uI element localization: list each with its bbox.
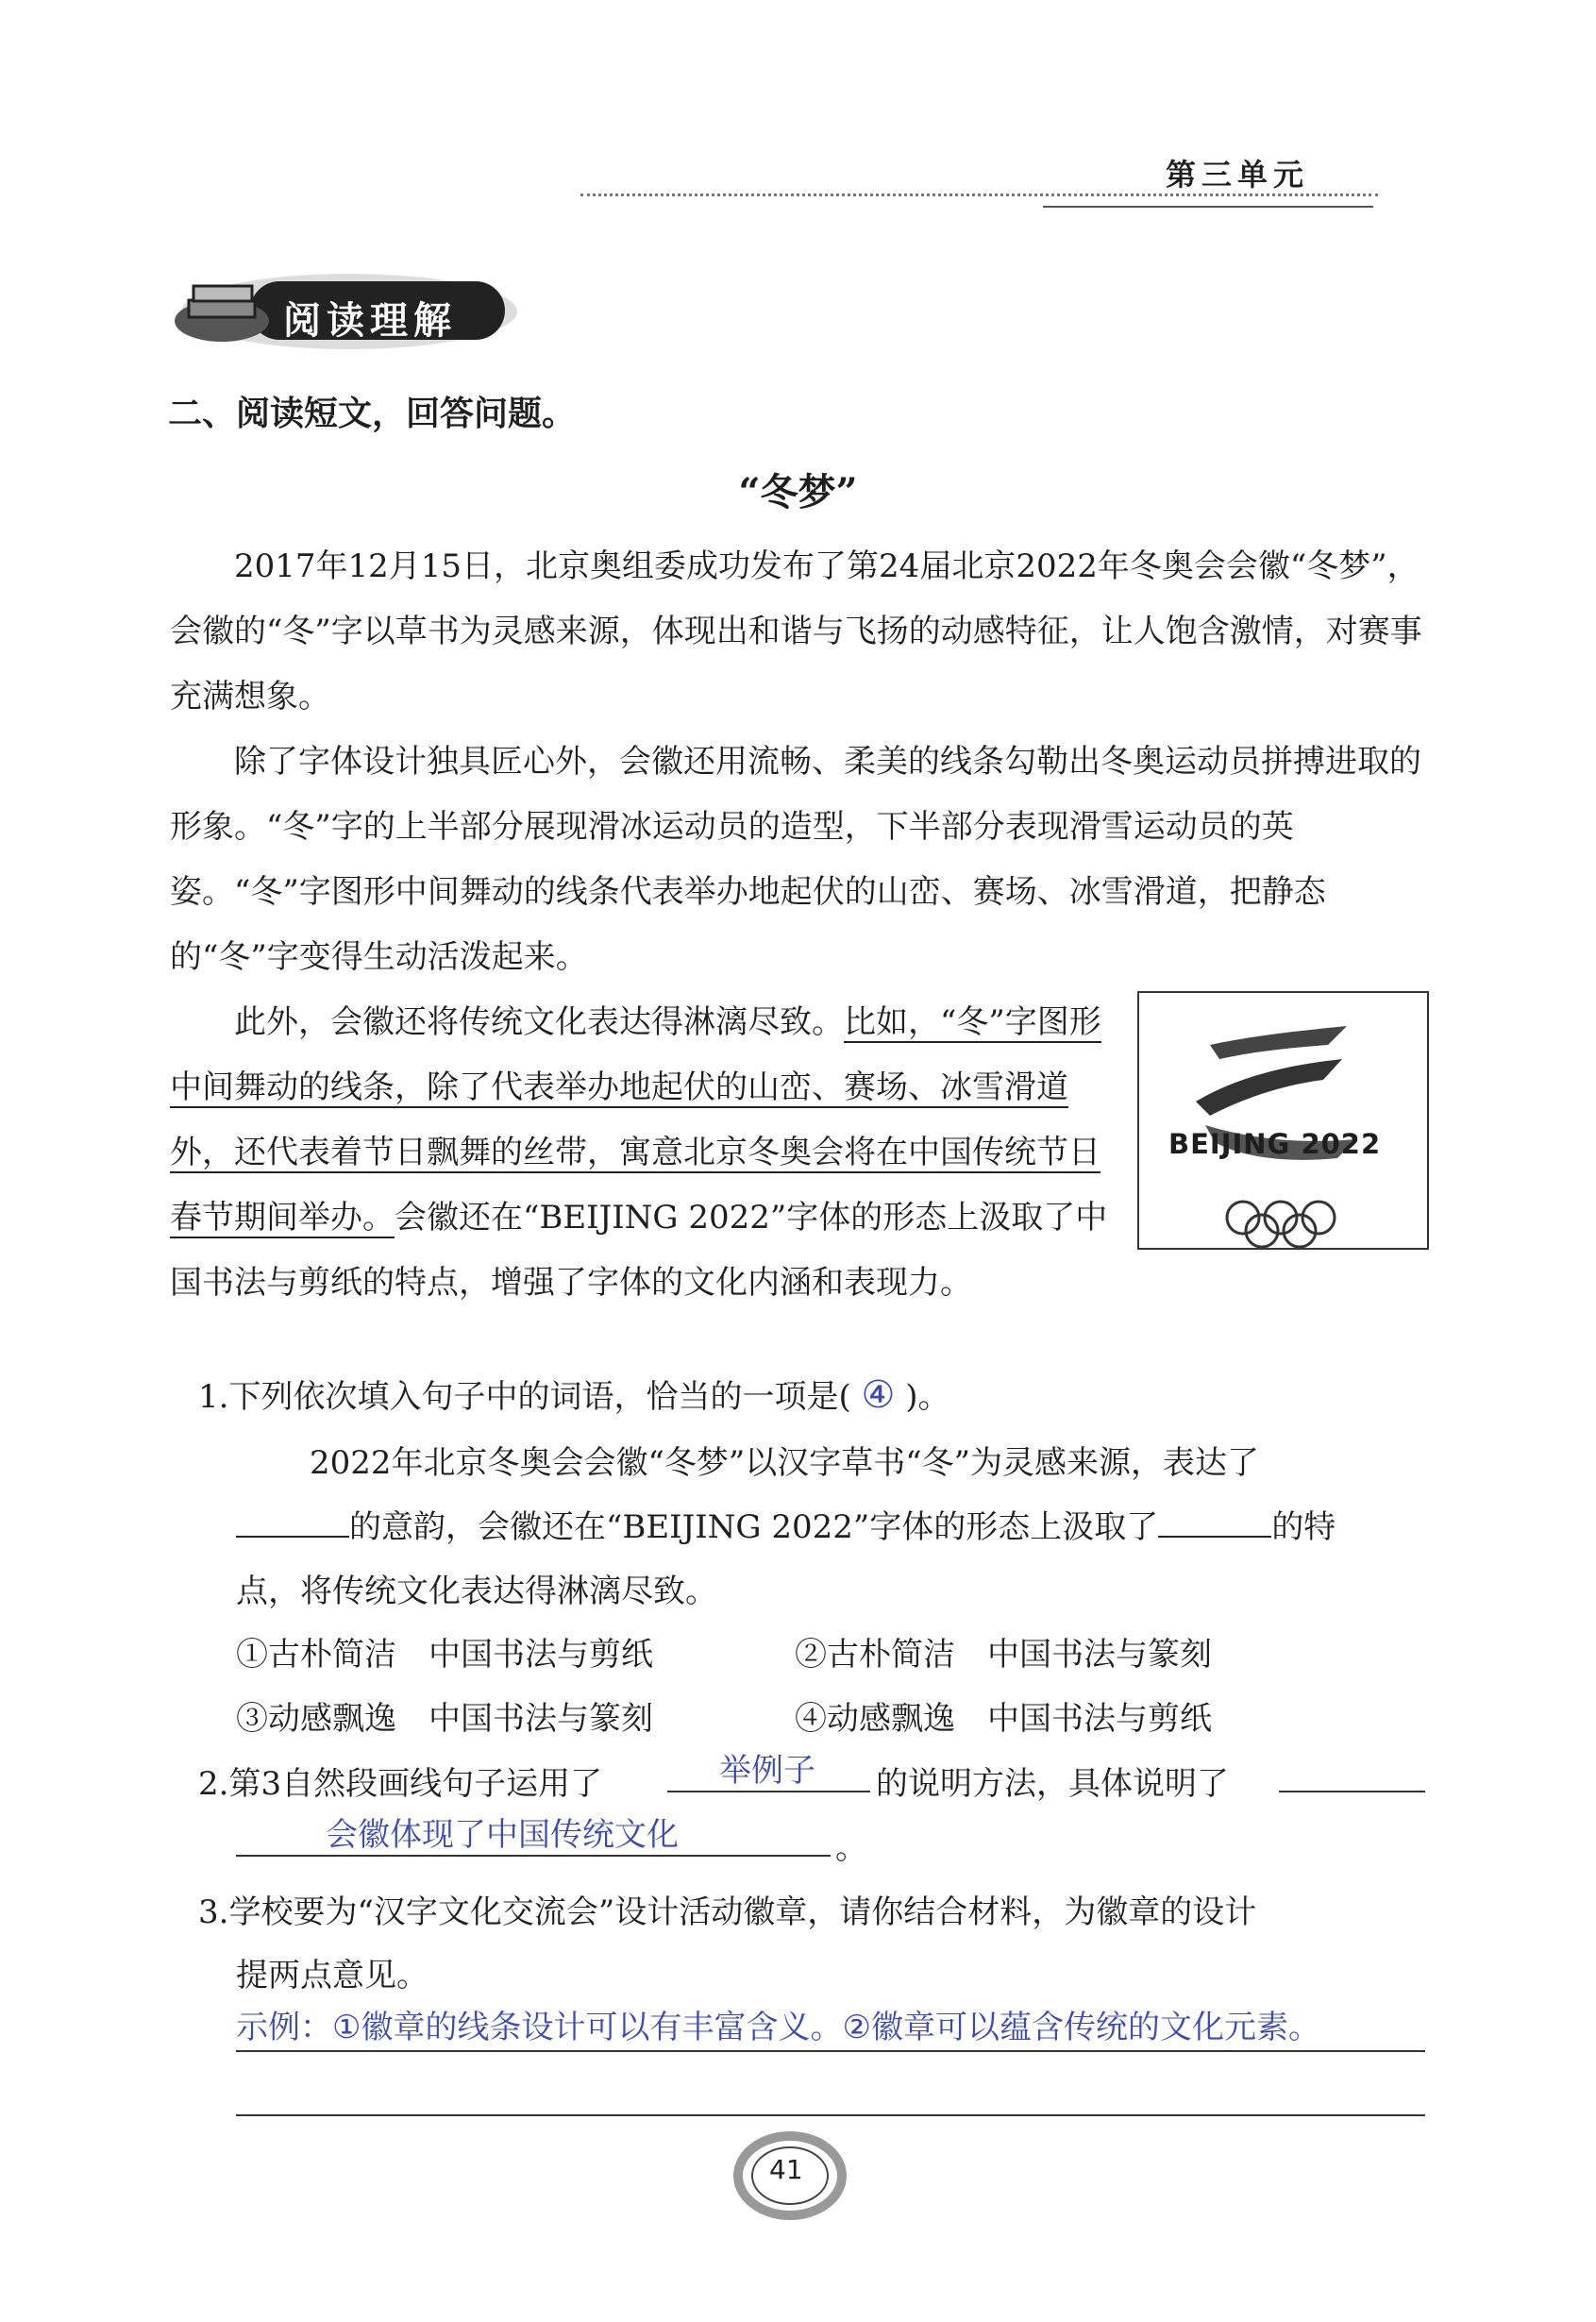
option-2: ②古朴简洁 中国书法与篆刻 (795, 1636, 1212, 1674)
answer-b-line-1 (1279, 1791, 1425, 1792)
unit-header: 第三单元 (1166, 157, 1310, 193)
question-1-stem: 1.下列依次填入句子中的词语，恰当的一项是( ④ )。 (198, 1373, 950, 1417)
question-2-stem-a: 2.第3自然段画线句子运用了 (198, 1765, 603, 1803)
question-2-stem-b: 的说明方法，具体说明了 (876, 1765, 1229, 1803)
olympic-logo-image (1137, 991, 1429, 1250)
question-1-sentence-a: 2022年北京冬奥会会徽“冬梦”以汉字草书“冬”为灵感来源，表达了 (310, 1444, 1260, 1482)
option-3: ③动感飘逸 中国书法与篆刻 (236, 1700, 653, 1738)
header-rule (1043, 206, 1373, 208)
question-1-sentence-line: 的意韵，会徽还在“BEIJING 2022”字体的形态上汲取了 的特 (236, 1501, 1336, 1547)
question-3-stem-a: 3.学校要为“汉字文化交流会”设计活动徽章，请你结合材料，为徽章的设计 (198, 1893, 1257, 1931)
answer-line-2 (236, 2114, 1425, 2116)
option-4: ④动感飘逸 中国书法与剪纸 (795, 1700, 1212, 1738)
question-2-answer-b: 会徽体现了中国传统文化 (326, 1816, 679, 1854)
banner-title: 阅读理解 (283, 299, 457, 343)
section-title: 二、阅读短文，回答问题。 (168, 395, 577, 433)
underlined-sentence: 比如，“冬”字图形中间舞动的线条，除了代表举办地起伏的山峦、赛场、冰雪滑道外，还代表着节日飘舞的丝带，寓意北京冬奥会将在中国传统节日春节期间举办。 (170, 1003, 1101, 1237)
answer-line-1 (236, 2050, 1425, 2052)
dong-emblem-icon (1139, 993, 1427, 1248)
answer-a-line (667, 1791, 870, 1792)
option-1: ①古朴简洁 中国书法与剪纸 (236, 1636, 653, 1674)
paragraph-3-start: 此外，会徽还将传统文化表达得淋漓尽致。 (234, 1003, 844, 1041)
article-paragraph-3 (170, 990, 1128, 1316)
page-number: 41 (769, 2154, 803, 2185)
article-paragraph-1: 2017年12月15日，北京奥组委成功发布了第24届北京2022年冬奥会会徽“冬梦”，会徽的“冬”字以草书为灵感来源，体现出和谐与飞扬的动感特征，让人饱含激情，对赛事充满想象。 (170, 547, 1422, 715)
question-3-stem-b: 提两点意见。 (236, 1957, 428, 1994)
question-1-sentence-d: 点，将传统文化表达得淋漓尽致。 (236, 1573, 717, 1610)
header-dotted-rule (580, 194, 1378, 196)
question-2-answer-a: 举例子 (719, 1752, 815, 1790)
answer-b-line-2 (236, 1855, 831, 1857)
blank-1[interactable] (236, 1535, 349, 1538)
question-1-answer: ④ (861, 1373, 896, 1417)
question-3-answer: 示例：①徽章的线条设计可以有丰富含义。②徽章可以蕴含传统的文化元素。 (236, 2009, 1320, 2046)
paragraph-3-end: 会徽还在“BEIJING 2022”字体的形态上汲取了中国书法与剪纸的特点，增强了字体的文化内涵和表现力。 (170, 1199, 1108, 1302)
logo-text: BEIJING 2022 (1168, 1128, 1382, 1160)
question-2-end: 。 (835, 1829, 867, 1867)
article-paragraph-2: 除了字体设计独具匠心外，会徽还用流畅、柔美的线条勾勒出冬奥运动员拼搏进取的形象。“冬”字的上半部分展现滑冰运动员的造型，下半部分表现滑雪运动员的英姿。“冬”字图形中间舞动的线条代表举办地起伏的山峦、赛场、冰雪滑道，把静态的“冬”字变得生动活泼起来。 (170, 743, 1421, 976)
blank-2[interactable] (1158, 1535, 1271, 1538)
article-title: “冬梦” (738, 470, 858, 514)
